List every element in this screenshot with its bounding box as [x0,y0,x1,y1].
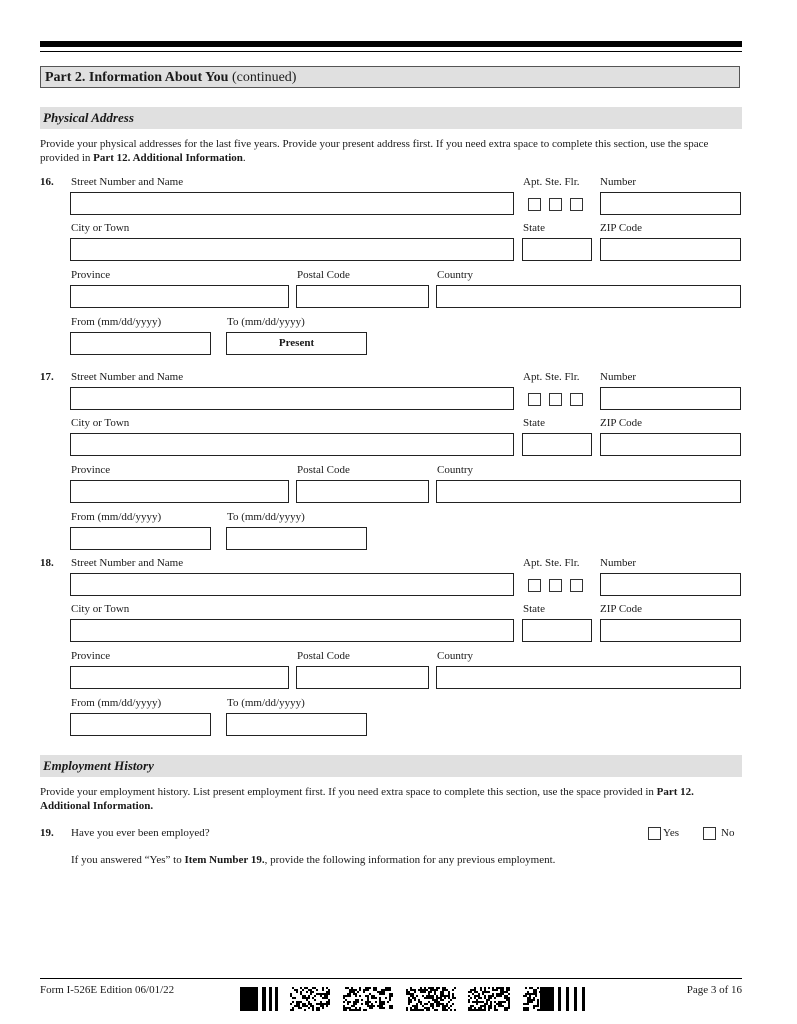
item-number: 17. [40,371,54,383]
to-date-input-3[interactable] [226,713,367,736]
physical-address-instructions: Provide your physical addresses for the last five years. Provide your present address first. If you need extra space to complete this section, use the space provided in Part 12. Additional Information. [40,138,709,164]
item-number-19: 19. [40,827,54,839]
state-select-2[interactable] [522,433,592,456]
state-label: State [523,417,545,429]
postal-code-input-1[interactable] [296,285,429,308]
city-label: City or Town [71,417,130,429]
city-label: City or Town [71,603,130,615]
from-date-label: From (mm/dd/yyyy) [71,697,162,709]
apt-checkbox-2[interactable] [528,393,541,406]
to-date-label: To (mm/dd/yyyy) [227,511,305,523]
to-date-label: To (mm/dd/yyyy) [227,316,305,328]
flr-checkbox-1[interactable] [570,198,583,211]
postal-code-label: Postal Code [297,650,350,662]
province-input-2[interactable] [70,480,289,503]
zip-input-3[interactable] [600,619,741,642]
part-header [40,66,740,88]
number-label: Number [600,371,637,383]
employment-instructions: Provide your employment history. List present employment first. If you need extra space to complete this section, use the space provided in Part 12. Additional Information. [40,786,694,812]
yes-checkbox[interactable] [648,827,661,840]
postal-code-label: Postal Code [297,269,350,281]
apt-ste-flr-label: Apt. Ste. Flr. [523,176,580,188]
from-date-input-2[interactable] [70,527,211,550]
city-input-2[interactable] [70,433,514,456]
ste-checkbox-2[interactable] [549,393,562,406]
country-label: Country [437,464,474,476]
question-ever-employed: Have you ever been employed? [71,827,210,839]
section-title-employment-history: Employment History [40,755,742,777]
province-input-3[interactable] [70,666,289,689]
no-label: No [721,827,735,839]
number-label: Number [600,176,637,188]
no-checkbox[interactable] [703,827,716,840]
province-label: Province [71,464,111,476]
barcode-icon [240,987,595,1011]
zip-label: ZIP Code [600,417,643,429]
top-rule-thick [40,41,742,47]
street-label: Street Number and Name [71,176,184,188]
ste-checkbox-1[interactable] [549,198,562,211]
form-edition: Form I-526E Edition 06/01/22 [40,984,175,996]
apt-ste-flr-label: Apt. Ste. Flr. [523,557,580,569]
country-input-2[interactable] [436,480,741,503]
part-header-title: Part 2. Information About You [45,70,229,85]
street-input-1[interactable] [70,192,514,215]
apt-number-input-3[interactable] [600,573,741,596]
province-label: Province [71,650,111,662]
page-number: Page 3 of 16 [686,984,742,996]
to-date-input-2[interactable] [226,527,367,550]
postal-code-label: Postal Code [297,464,350,476]
postal-code-input-3[interactable] [296,666,429,689]
from-date-input-3[interactable] [70,713,211,736]
to-date-input-1[interactable]: Present [226,332,367,355]
number-label: Number [600,557,637,569]
ste-checkbox-3[interactable] [549,579,562,592]
province-input-1[interactable] [70,285,289,308]
state-label: State [523,222,545,234]
zip-label: ZIP Code [600,222,643,234]
state-label: State [523,603,545,615]
item-number: 16. [40,176,54,188]
street-input-3[interactable] [70,573,514,596]
street-label: Street Number and Name [71,557,184,569]
country-label: Country [437,650,474,662]
section-title-physical-address: Physical Address [40,107,742,129]
top-rule-thin [40,51,742,52]
employment-followup-text: If you answered “Yes” to Item Number 19., provide the following information for any previous employment. [71,854,556,866]
country-input-3[interactable] [436,666,741,689]
apt-ste-flr-label: Apt. Ste. Flr. [523,371,580,383]
postal-code-input-2[interactable] [296,480,429,503]
zip-label: ZIP Code [600,603,643,615]
item-number: 18. [40,557,54,569]
flr-checkbox-2[interactable] [570,393,583,406]
from-date-label: From (mm/dd/yyyy) [71,316,162,328]
to-date-label: To (mm/dd/yyyy) [227,697,305,709]
footer-rule [40,978,742,979]
yes-label: Yes [663,827,680,839]
zip-input-2[interactable] [600,433,741,456]
from-date-label: From (mm/dd/yyyy) [71,511,162,523]
zip-input-1[interactable] [600,238,741,261]
apt-number-input-2[interactable] [600,387,741,410]
city-input-3[interactable] [70,619,514,642]
state-select-1[interactable] [522,238,592,261]
state-select-3[interactable] [522,619,592,642]
part-header-suffix: (continued) [228,70,297,85]
country-label: Country [437,269,474,281]
street-label: Street Number and Name [71,371,184,383]
province-label: Province [71,269,111,281]
apt-checkbox-1[interactable] [528,198,541,211]
apt-number-input-1[interactable] [600,192,741,215]
from-date-input-1[interactable] [70,332,211,355]
street-input-2[interactable] [70,387,514,410]
city-label: City or Town [71,222,130,234]
flr-checkbox-3[interactable] [570,579,583,592]
city-input-1[interactable] [70,238,514,261]
apt-checkbox-3[interactable] [528,579,541,592]
country-input-1[interactable] [436,285,741,308]
